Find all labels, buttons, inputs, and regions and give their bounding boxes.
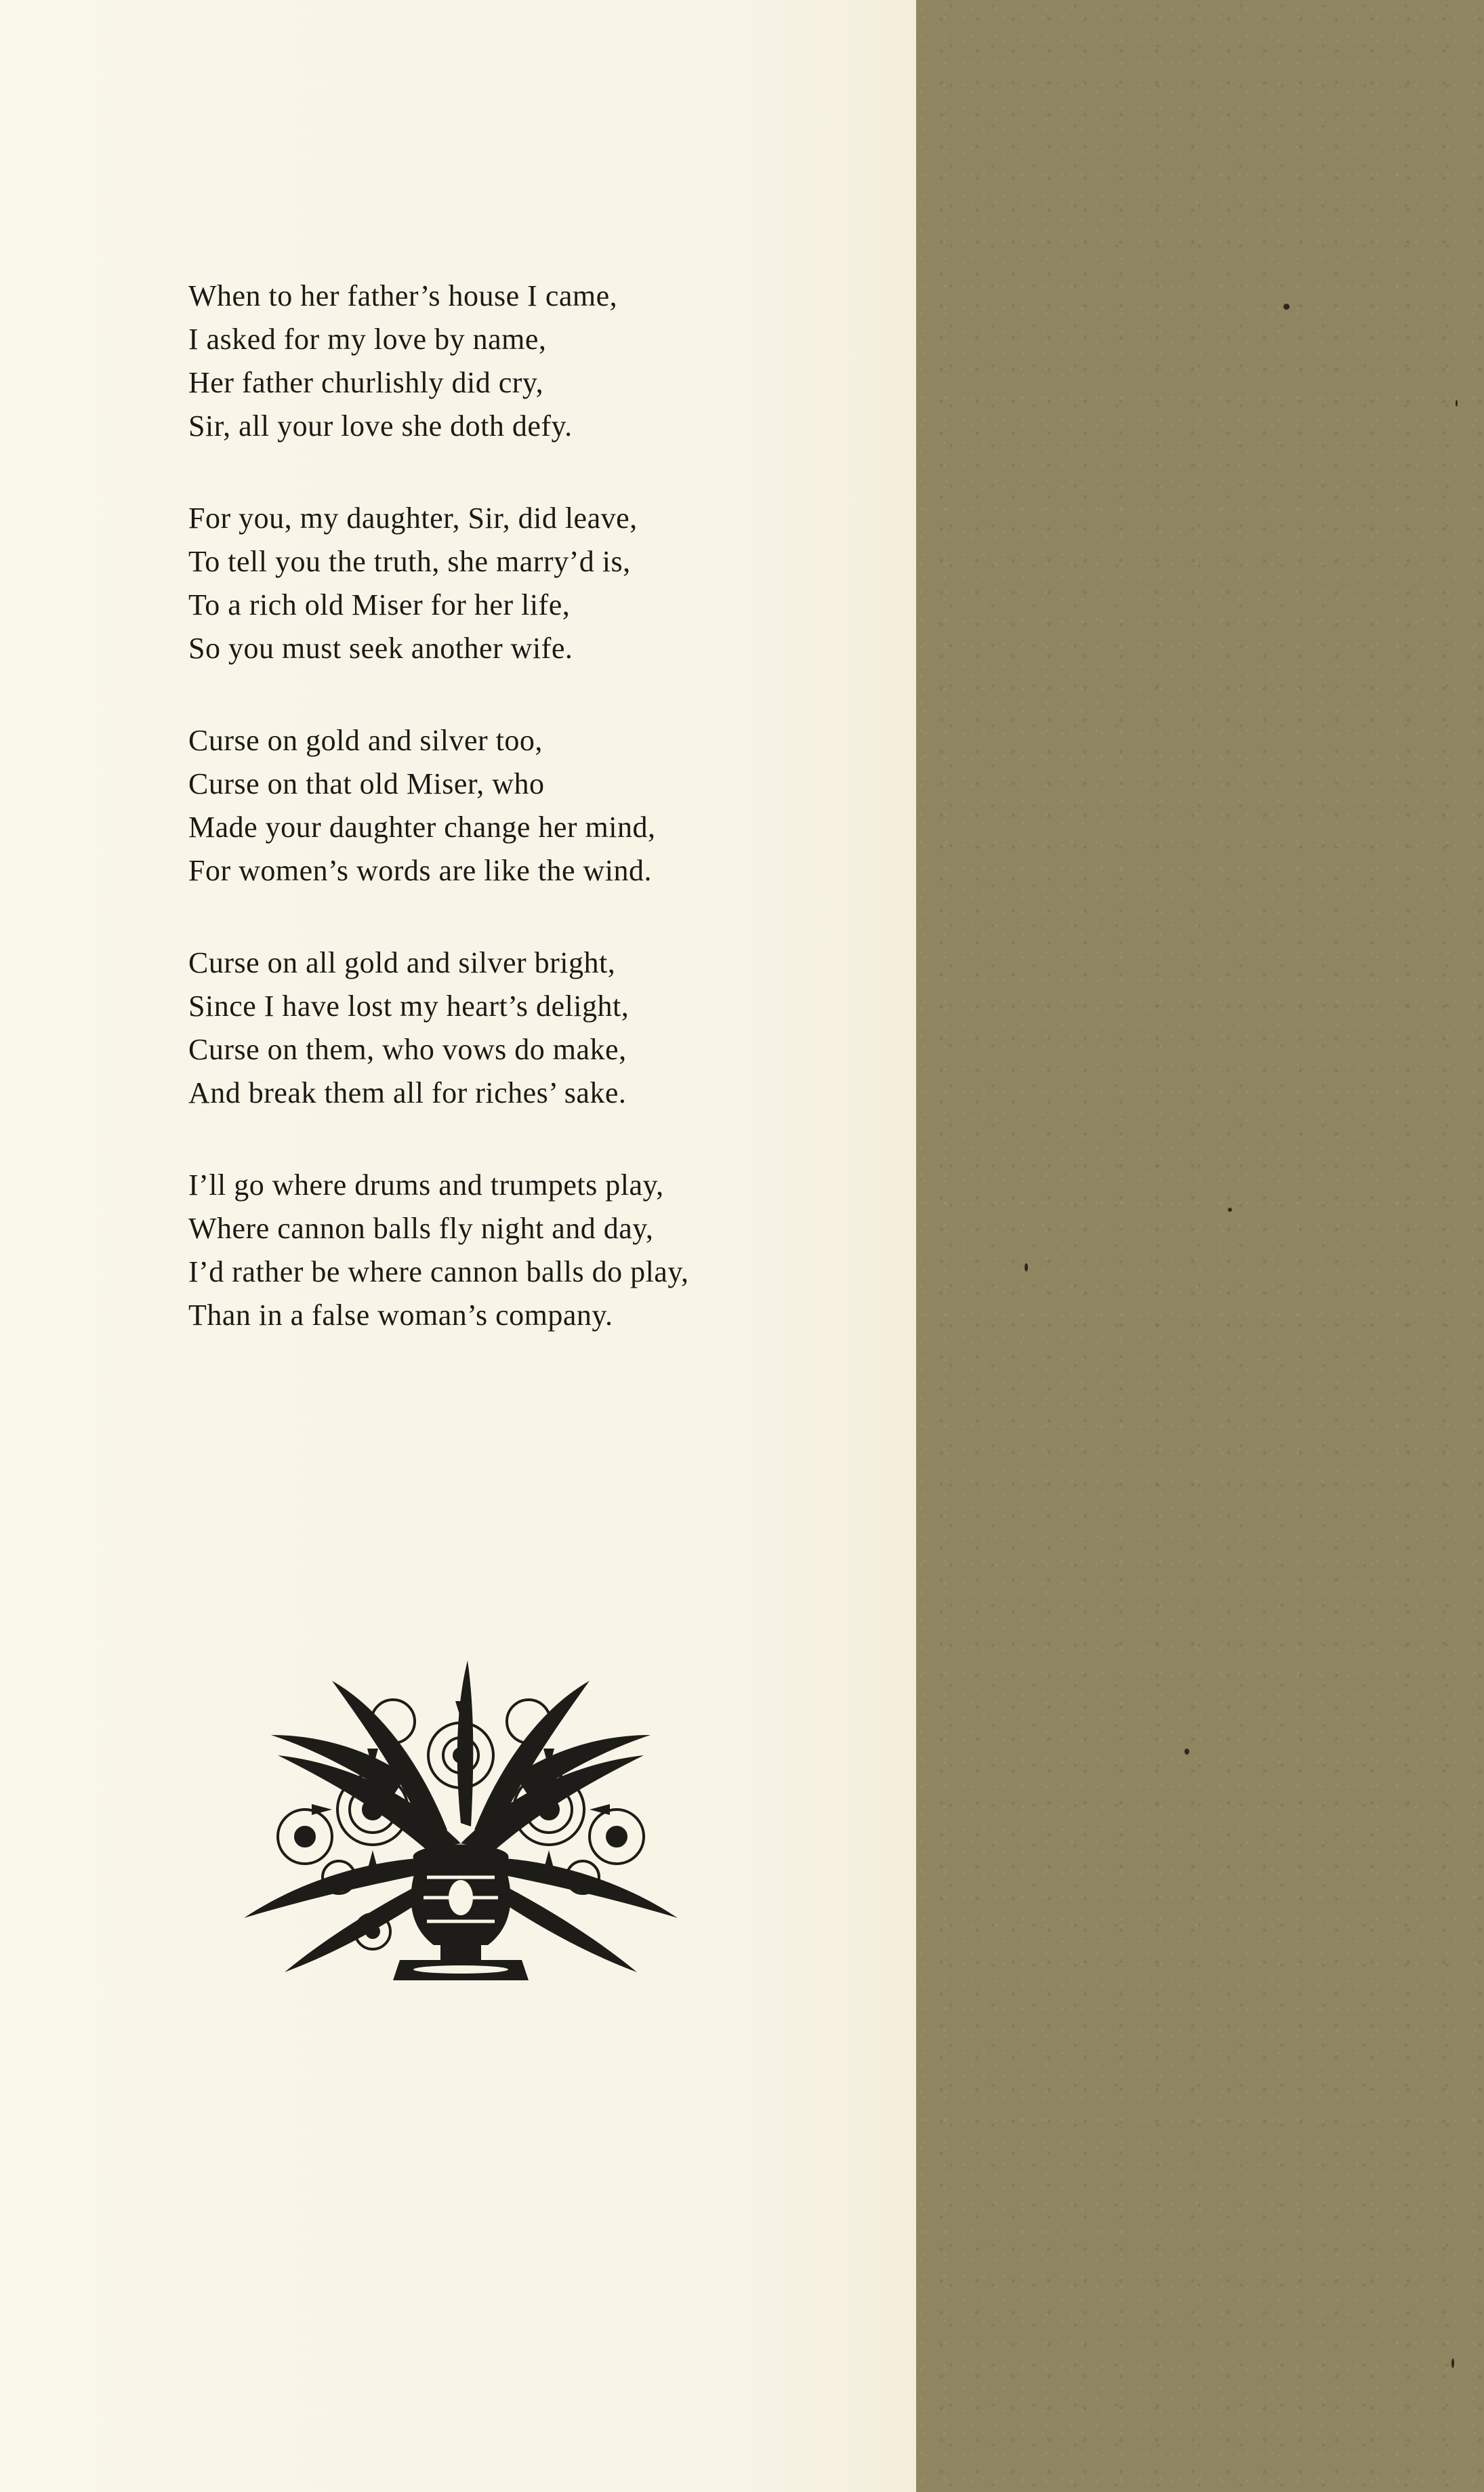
poem-line: To tell you the truth, she marry’d is,	[188, 545, 631, 578]
endpaper	[916, 0, 1484, 2492]
poem-line: For you, my daughter, Sir, did leave,	[188, 502, 638, 535]
poem	[188, 274, 866, 1386]
poem-line: Sir, all your love she doth defy.	[188, 409, 573, 443]
poem-line: Curse on all gold and silver bright,	[188, 946, 616, 979]
poem-line: For women’s words are like the wind.	[188, 854, 652, 887]
poem-line: Curse on that old Miser, who	[188, 767, 545, 800]
stanza	[188, 1164, 866, 1337]
paper-speck	[1456, 400, 1458, 407]
poem-line: I asked for my love by name,	[188, 323, 547, 356]
poem-line: And break them all for riches’ sake.	[188, 1076, 627, 1109]
poem-line: Curse on gold and silver too,	[188, 724, 543, 757]
paper-speck	[1451, 2358, 1454, 2368]
stanza	[188, 719, 866, 893]
stanza	[188, 497, 866, 670]
poem-line: Curse on them, who vows do make,	[188, 1033, 627, 1066]
poem-line: Since I have lost my heart’s delight,	[188, 989, 630, 1023]
poem-line: Made your daughter change her mind,	[188, 811, 656, 844]
stanza	[188, 274, 866, 448]
flower-vase-woodcut-icon	[203, 1654, 718, 2006]
paper-speck	[1228, 1208, 1232, 1212]
poem-line: When to her father’s house I came,	[188, 279, 618, 312]
paper-speck	[1283, 304, 1290, 310]
poem-line: Where cannon balls fly night and day,	[188, 1212, 654, 1245]
paper-speck	[1025, 1263, 1028, 1271]
poem-line: I’ll go where drums and trumpets play,	[188, 1168, 664, 1202]
poem-line: I’d rather be where cannon balls do play,	[188, 1255, 689, 1288]
stanza	[188, 941, 866, 1115]
poem-line: To a rich old Miser for her life,	[188, 588, 571, 621]
poem-line: So you must seek another wife.	[188, 632, 573, 665]
paper-speck	[1184, 1749, 1189, 1755]
poem-line: Than in a false woman’s company.	[188, 1299, 613, 1332]
poem-line: Her father churlishly did cry,	[188, 366, 544, 399]
